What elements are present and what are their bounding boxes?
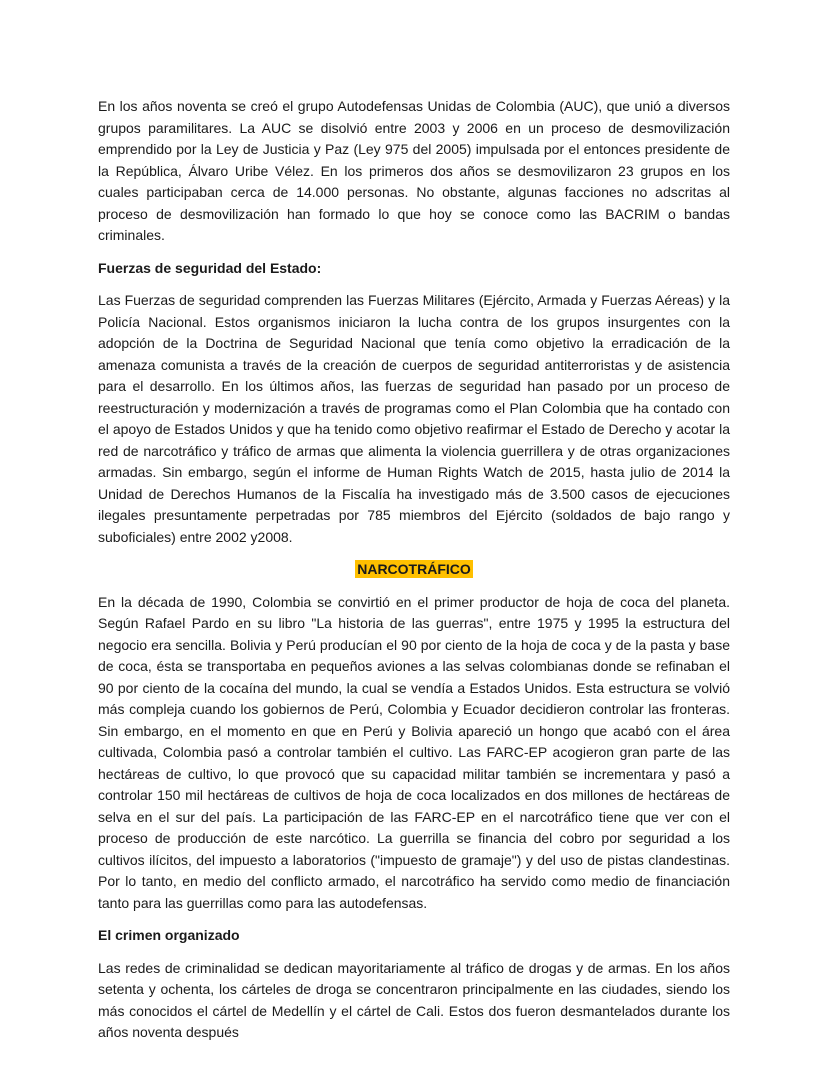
section-title-narcotrafico: NARCOTRÁFICO — [357, 561, 471, 577]
paragraph-auc: En los años noventa se creó el grupo Autodefensas Unidas de Colombia (AUC), que unió a diversos grupos paramilitares. La AUC se disolvió entre 2003 y 2006 en un proceso de desmovilización emprendido por la Ley de Justicia y Paz (Ley 975 del 2005) impulsada por el entonces presidente de la República, Álvaro Uribe Vélez. En los primeros dos años se desmovilizaron 23 grupos en los cuales participaban cerca de 14.000 personas. No obstante, algunas facciones no adscritas al proceso de desmovilización han formado lo que hoy se conoce como las BACRIM o bandas criminales. — [98, 98, 730, 243]
heading-crimen-organizado: El crimen organizado — [98, 927, 240, 943]
paragraph-narcotrafico: En la década de 1990, Colombia se convirtió en el primer productor de hoja de coca del planeta. Según Rafael Pardo en su libro "La historia de las guerras", entre 1975 y 1995 la estructura del negocio era sencilla. Bolivia y Perú producían el 90 por ciento de la hoja de coca y de la pasta y base de coca, ésta se transportaba en pequeños aviones a las selvas colombianas donde se refinaban el 90 por ciento de la cocaína del mundo, la cual se vendía a Estados Unidos. Esta estructura se volvió más compleja cuando los gobiernos de Perú, Colombia y Ecuador decidieron controlar las fronteras. Sin embargo, en el momento en que en Perú y Bolivia apareció un hongo que acabó con el área cultivada, Colombia pasó a controlar también el cultivo. Las FARC-EP acogieron gran parte de las hectáreas de cultivo, lo que provocó que su capacidad militar también se incrementara y pasó a controlar 150 mil hectáreas de cultivos de hoja de coca localizados en dos millones de hectáreas de selva en el sur del país. La participación de las FARC-EP en el narcotráfico tiene que ver con el proceso de producción de este narcótico. La guerrilla se financia del cobro por seguridad a los cultivos ilícitos, del impuesto a laboratorios ("impuesto de gramaje") y del uso de pistas clandestinas. Por lo tanto, en medio del conflicto armado, el narcotráfico ha servido como medio de financiación tanto para las guerrillas como para las autodefensas. — [98, 593, 730, 911]
section-title-narcotrafico-wrapper — [98, 559, 730, 581]
paragraph-fuerzas-seguridad: Las Fuerzas de seguridad comprenden las Fuerzas Militares (Ejército, Armada y Fuerzas Aéreas) y la Policía Nacional. Estos organismos iniciaron la lucha contra de los grupos insurgentes con la adopción de la Doctrina de Seguridad Nacional que tenía como objetivo la erradicación de la amenaza comunista a través de la creación de cuerpos de seguridad antiterroristas y de asistencia para el desarrollo. En los últimos años, las fuerzas de seguridad han pasado por un proceso de reestructuración y modernización a través de programas como el Plan Colombia que ha contado con el apoyo de Estados Unidos y que ha tenido como objetivo reafirmar el Estado de Derecho y acotar la red de narcotráfico y tráfico de armas que alimenta la violencia guerrillera y de otras organizaciones armadas. Sin embargo, según el informe de Human Rights Watch de 2015, hasta julio de 2014 la Unidad de Derechos Humanos de la Fiscalía ha investigado más de 3.500 casos de ejecuciones ilegales presuntamente perpetradas por 785 miembros del Ejército (soldados de bajo rango y suboficiales) entre 2002 y2008. — [98, 292, 730, 545]
paragraph-crimen-organizado: Las redes de criminalidad se dedican mayoritariamente al tráfico de drogas y de armas. En los años setenta y ochenta, los cárteles de droga se concentraron principalmente en las ciudades, siendo los más conocidos el cártel de Medellín y el cártel de Cali. Estos dos fueron desmantelados durante los años noventa después — [98, 959, 730, 1040]
document-page — [98, 96, 730, 1044]
heading-fuerzas-seguridad: Fuerzas de seguridad del Estado: — [98, 259, 322, 276]
